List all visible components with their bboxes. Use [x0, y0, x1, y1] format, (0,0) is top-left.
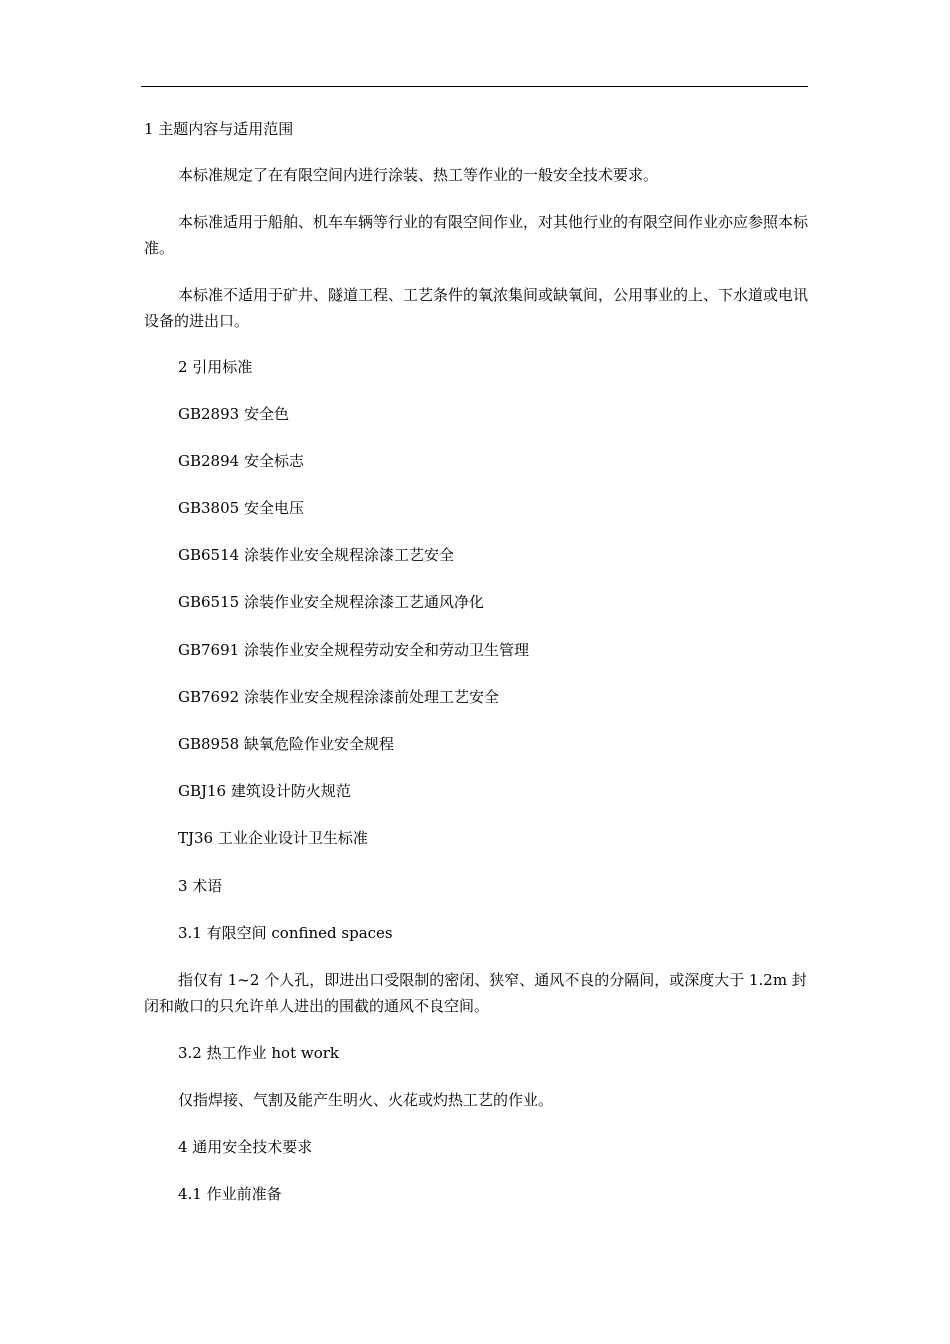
term-definition-confined-spaces: 指仅有 1~2 个人孔，即进出口受限制的密闭、狭窄、通风不良的分隔间，或深度大于 1.2m 封闭和敞口的只允许单人进出的围截的通风不良空间。: [144, 971, 807, 1015]
reference-item: GB6514 涂装作业安全规程涂漆工艺安全: [178, 546, 454, 564]
section-heading-2: 2 引用标准: [178, 358, 253, 376]
reference-item: GB7691 涂装作业安全规程劳动安全和劳动卫生管理: [178, 641, 529, 659]
section-heading-4: 4 通用安全技术要求: [178, 1138, 313, 1156]
term-heading-hot-work: 3.2 热工作业 hot work: [178, 1044, 340, 1062]
term-heading-confined-spaces: 3.1 有限空间 confined spaces: [178, 924, 393, 942]
paragraph-scope-2: 本标准适用于船舶、机车车辆等行业的有限空间作业，对其他行业的有限空间作业亦应参照本标准。: [144, 213, 809, 257]
reference-item: GB8958 缺氧危险作业安全规程: [178, 735, 394, 753]
reference-item: GB7692 涂装作业安全规程涂漆前处理工艺安全: [178, 688, 499, 706]
reference-item: GB2894 安全标志: [178, 452, 304, 470]
subsection-heading-4-1: 4.1 作业前准备: [178, 1185, 282, 1203]
reference-item: TJ36 工业企业设计卫生标准: [178, 829, 368, 847]
reference-item: GB6515 涂装作业安全规程涂漆工艺通风净化: [178, 593, 484, 611]
section-heading-3: 3 术语: [178, 877, 223, 895]
term-definition-hot-work: 仅指焊接、气割及能产生明火、火花或灼热工艺的作业。: [178, 1091, 554, 1109]
paragraph-scope-3: 本标准不适用于矿井、隧道工程、工艺条件的氧浓集间或缺氧间，公用事业的上、下水道或电讯设备的进出口。: [144, 286, 809, 330]
header-rule: [141, 86, 808, 87]
reference-item: GB2893 安全色: [178, 405, 289, 423]
paragraph-scope-1: 本标准规定了在有限空间内进行涂装、热工等作业的一般安全技术要求。: [178, 166, 659, 184]
reference-item: GBJ16 建筑设计防火规范: [178, 782, 351, 800]
section-heading-1: 1 主题内容与适用范围: [144, 120, 294, 138]
reference-item: GB3805 安全电压: [178, 499, 304, 517]
